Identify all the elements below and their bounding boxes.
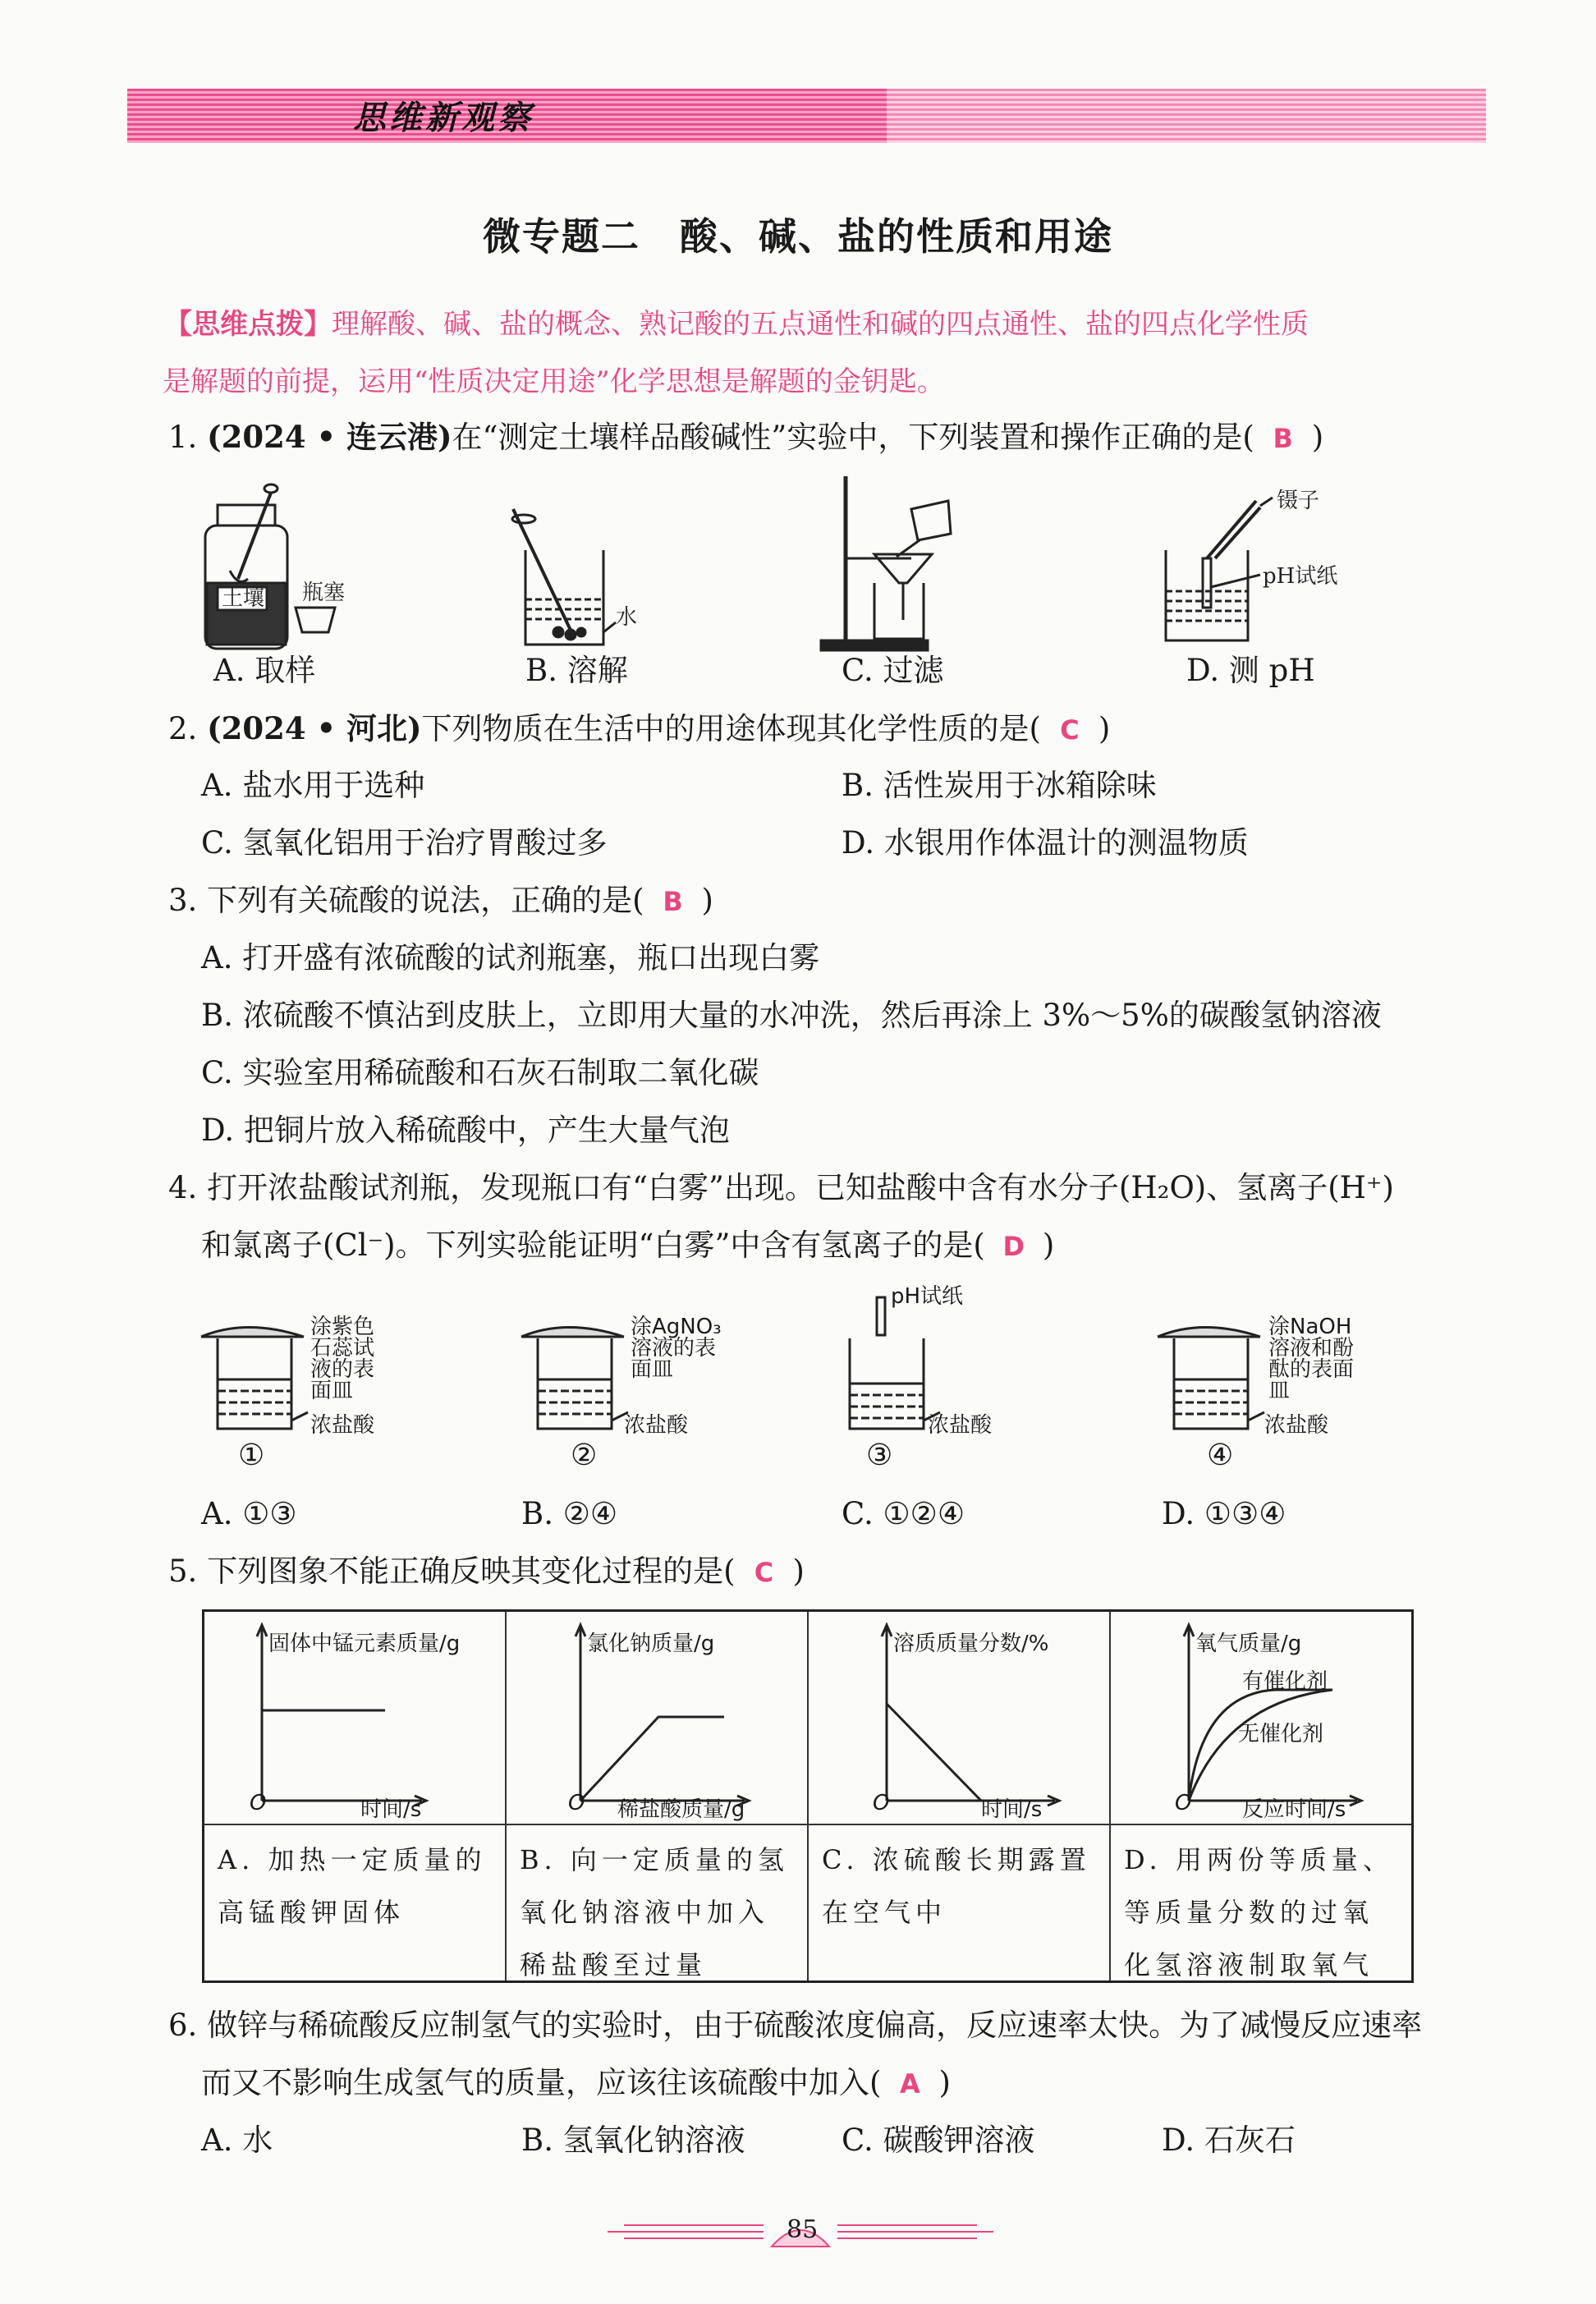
q2-text: 下列物质在生活中的用途体现其化学性质的是( xyxy=(421,711,1041,746)
q6-option-c: C. 碳酸钾溶液 xyxy=(842,2123,1035,2158)
q4-fig3-num: ③ xyxy=(866,1439,893,1472)
q4-fig1-acid: 浓盐酸 xyxy=(310,1413,375,1438)
tips-tag: 【思维点拨】 xyxy=(164,308,332,341)
q6-option-d: D. 石灰石 xyxy=(1162,2123,1296,2158)
tips-line2: 是解题的前提，运用“性质决定用途”化学思想是解题的金钥匙。 xyxy=(163,365,945,398)
q4-number: 4. xyxy=(168,1170,198,1205)
q4-fig1-label: 涂紫色石蕊试液的表面皿 xyxy=(310,1315,375,1403)
q6-line2: 而又不影响生成氢气的质量，应该往该硫酸中加入( xyxy=(201,2065,882,2100)
q5-c-origin: O xyxy=(873,1791,890,1815)
question-3 xyxy=(168,883,713,920)
q5-a-origin: O xyxy=(250,1791,267,1815)
question-6-line1 xyxy=(168,2008,1422,2044)
q4-option-a: A. ①③ xyxy=(201,1496,297,1531)
q1-text: 在“测定土壤样品酸碱性”实验中，下列装置和操作正确的是( xyxy=(452,420,1254,455)
q3-number: 3. xyxy=(168,883,198,918)
q3-option-c: C. 实验室用稀硫酸和石灰石制取二氧化碳 xyxy=(201,1055,759,1090)
q1-source: (2024 • 连云港) xyxy=(207,419,452,455)
tips-block xyxy=(164,296,1461,411)
header-banner-light xyxy=(887,89,1486,143)
q3-option-a: A. 打开盛有浓硫酸的试剂瓶塞，瓶口出现白雾 xyxy=(201,940,820,975)
q3-answer: B xyxy=(663,886,683,917)
q4-fig4-num: ④ xyxy=(1207,1439,1234,1472)
q4-fig3-label: pH试纸 xyxy=(891,1284,964,1309)
q4-fig-2 xyxy=(521,1328,628,1430)
q5-d-curve2-label: 无催化剂 xyxy=(1238,1722,1324,1746)
q5-d-desc: D. 用两份等质量、等质量分数的过氧化氢溶液制取氧气 xyxy=(1124,1844,1394,1980)
q4-answer: D xyxy=(1002,1231,1025,1262)
q1-close: ) xyxy=(1311,420,1324,455)
q5-a-xlabel: 时间/s xyxy=(360,1797,422,1822)
q5-c-desc: C. 浓硫酸长期露置在空气中 xyxy=(822,1844,1091,1928)
q5-graph-table xyxy=(202,1609,1414,1983)
q3-option-d: D. 把铜片放入稀硫酸中，产生大量气泡 xyxy=(201,1113,730,1148)
q5-b-ylabel: 氯化钠质量/g xyxy=(587,1632,715,1656)
q5-b-xlabel: 稀盐酸质量/g xyxy=(617,1797,745,1822)
q5-graph-a xyxy=(204,1612,507,1980)
q1-fig-d-ph xyxy=(1166,498,1273,640)
q1-figures xyxy=(189,476,1355,657)
q1-option-c: C. 过滤 xyxy=(842,653,944,688)
q2-number: 2. xyxy=(168,711,198,746)
q3-text: 下列有关硫酸的说法，正确的是( xyxy=(207,883,644,918)
question-4-line2 xyxy=(201,1228,1054,1264)
q4-fig-4 xyxy=(1158,1328,1264,1430)
q6-answer: A xyxy=(900,2068,920,2100)
q5-text: 下列图象不能正确反映其变化过程的是( xyxy=(207,1554,736,1589)
q4-fig2-num: ② xyxy=(571,1439,598,1472)
q1-label-water: 水 xyxy=(616,605,638,630)
q1-number: 1. xyxy=(168,420,198,455)
q5-answer: C xyxy=(754,1557,774,1588)
question-4-line1 xyxy=(168,1170,1394,1206)
q5-d-curve1-label: 有催化剂 xyxy=(1242,1669,1328,1694)
q5-c-xlabel: 时间/s xyxy=(981,1797,1043,1822)
q5-d-origin: O xyxy=(1175,1791,1192,1815)
q5-d-xlabel: 反应时间/s xyxy=(1242,1797,1346,1822)
q5-number: 5. xyxy=(168,1554,198,1589)
q5-graph-c xyxy=(809,1612,1111,1980)
q4-fig2-acid: 浓盐酸 xyxy=(624,1413,689,1438)
q4-line2: 和氯离子(Cl⁻)。下列实验能证明“白雾”中含有氢离子的是( xyxy=(201,1228,985,1263)
header-banner-title: 思维新观察 xyxy=(353,99,534,137)
q4-fig-3 xyxy=(850,1297,940,1429)
question-5 xyxy=(168,1554,805,1590)
q2-option-c: C. 氢氧化铝用于治疗胃酸过多 xyxy=(201,825,608,861)
q5-a-ylabel: 固体中锰元素质量/g xyxy=(268,1632,461,1656)
q4-option-b: B. ②④ xyxy=(521,1496,618,1531)
q2-answer: C xyxy=(1060,714,1080,746)
q5-d-ylabel: 氧气质量/g xyxy=(1195,1632,1302,1656)
q3-option-b: B. 浓硫酸不慎沾到皮肤上，立即用大量的水冲洗，然后再涂上 3%～5%的碳酸氢钠溶液 xyxy=(201,998,1382,1033)
q5-graph-b xyxy=(507,1612,809,1980)
q1-label-stopper: 瓶塞 xyxy=(302,581,346,605)
q4-fig4-label: 涂NaOH溶液和酚酞的表面皿 xyxy=(1268,1315,1355,1403)
page-number: 85 xyxy=(787,2215,819,2244)
q4-fig3-acid: 浓盐酸 xyxy=(928,1413,993,1438)
q3-close: ) xyxy=(701,883,713,918)
question-6-line2 xyxy=(201,2065,951,2102)
q5-b-desc: B. 向一定质量的氢氧化钠溶液中加入稀盐酸至过量 xyxy=(520,1844,789,1980)
q6-close: ) xyxy=(938,2065,951,2100)
q5-close: ) xyxy=(792,1554,805,1589)
q6-number: 6. xyxy=(168,2008,198,2043)
q1-fig-b-dissolving xyxy=(512,509,616,645)
q2-close: ) xyxy=(1098,711,1111,746)
q1-label-tweezers: 镊子 xyxy=(1277,489,1320,513)
q4-close: ) xyxy=(1042,1228,1055,1263)
q4-fig-1 xyxy=(201,1328,308,1430)
q4-option-d: D. ①③④ xyxy=(1162,1496,1286,1531)
q6-option-b: B. 氢氧化钠溶液 xyxy=(521,2123,745,2158)
q4-fig4-acid: 浓盐酸 xyxy=(1264,1413,1329,1438)
q1-label-soil: 土壤 xyxy=(222,586,265,611)
q2-option-a: A. 盐水用于选种 xyxy=(201,768,425,803)
question-2 xyxy=(168,710,1110,748)
q6-option-a: A. 水 xyxy=(201,2123,273,2158)
q4-fig1-num: ① xyxy=(238,1439,265,1472)
q2-source: (2024 • 河北) xyxy=(207,710,422,746)
q4-option-c: C. ①②④ xyxy=(842,1496,965,1531)
q1-option-a: A. 取样 xyxy=(213,653,316,688)
tips-line1: 理解酸、碱、盐的概念、熟记酸的五点通性和碱的四点通性、盐的四点化学性质 xyxy=(332,308,1309,341)
q2-option-b: B. 活性炭用于冰箱除味 xyxy=(842,768,1157,803)
question-1 xyxy=(168,419,1323,457)
q6-line1: 做锌与稀硫酸反应制氢气的实验时，由于硫酸浓度偏高，反应速率太快。为了减慢反应速率 xyxy=(207,2008,1423,2043)
q1-label-ph-paper: pH试纸 xyxy=(1263,564,1338,589)
q5-c-ylabel: 溶质质量分数/% xyxy=(893,1632,1049,1656)
q1-option-d: D. 测 pH xyxy=(1186,653,1315,688)
q5-a-desc: A. 加热一定质量的高锰酸钾固体 xyxy=(218,1844,487,1928)
q1-fig-c-filtration xyxy=(821,476,951,650)
q5-b-origin: O xyxy=(568,1791,585,1815)
page-title: 微专题二 酸、碱、盐的性质和用途 xyxy=(483,214,1113,259)
q1-option-b: B. 溶解 xyxy=(525,653,628,688)
q4-line1: 打开浓盐酸试剂瓶，发现瓶口有“白雾”出现。已知盐酸中含有水分子(H₂O)、氢离子(H⁺) xyxy=(207,1170,1394,1205)
q5-graph-d xyxy=(1111,1612,1411,1980)
q1-answer: B xyxy=(1273,423,1293,454)
q2-option-d: D. 水银用作体温计的测温物质 xyxy=(842,825,1249,861)
q4-fig2-label: 涂AgNO₃溶液的表面皿 xyxy=(631,1315,722,1382)
q1-fig-a-sampling xyxy=(205,484,335,649)
